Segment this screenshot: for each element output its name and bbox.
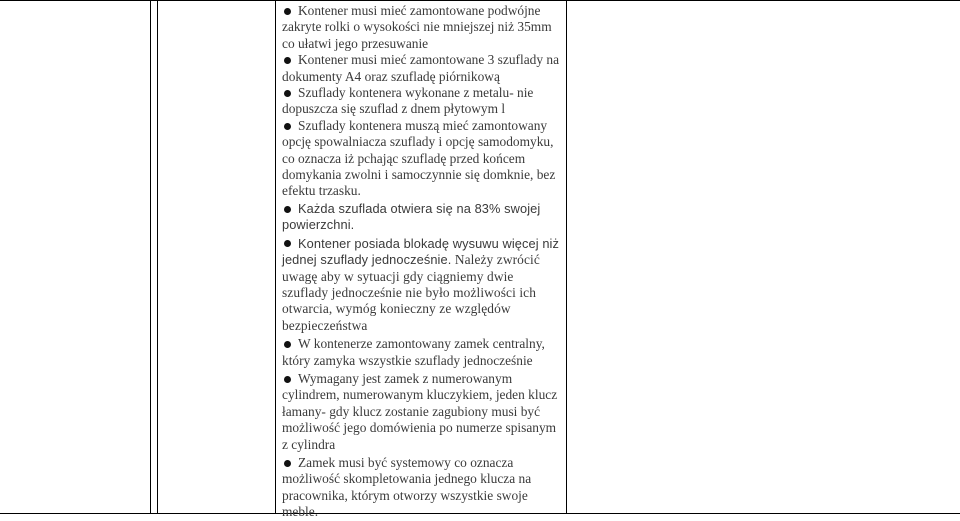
bullet-icon xyxy=(284,8,291,15)
bullet-icon xyxy=(284,90,291,97)
column-divider xyxy=(566,0,567,514)
bullet-icon xyxy=(284,240,291,247)
list-item: Kontener musi mieć zamontowane podwójne zakryte rolki o wysokości nie mniejszej niż 35mm co ułatwi jego przesuwanie xyxy=(282,3,552,51)
column-divider xyxy=(275,0,276,514)
bullet-icon xyxy=(284,341,291,348)
list-item: Kontener musi mieć zamontowane 3 szuflady na dokumenty A4 oraz szufladę piórnikową xyxy=(282,52,560,84)
bullet-icon xyxy=(284,206,291,213)
bullet-icon xyxy=(284,123,291,130)
bullet-icon xyxy=(284,460,291,467)
bullet-icon xyxy=(284,376,291,383)
requirements-cell xyxy=(282,3,562,521)
bullet-icon xyxy=(284,57,291,64)
column-divider xyxy=(157,0,158,514)
list-item: Szuflady kontenera wykonane z metalu- nie dopuszcza się szuflad z dnem płytowym l xyxy=(282,85,534,117)
row-divider xyxy=(0,0,960,1)
list-item: Wymagany jest zamek z numerowanym cylindrem, numerowanym kluczykiem, jeden klucz łamany- gdy klucz zostanie zagubiony musi być możliwość jego domówienia po numerze spisanym z cylindra xyxy=(282,370,558,452)
list-item: W kontenerze zamontowany zamek centralny, który zamyka wszystkie szuflady jednocześnie xyxy=(282,336,545,368)
list-item: Kontener posiada blokadę wysuwu więcej niż jednej szuflady jednocześnie. Należy zwrócić uwagę aby w sytuacji gdy ciągniemy dwie szuflady jednocześnie nie było możliwości ich otwarcia, wymóg konieczny ze względów bezpieczeństwa xyxy=(282,235,559,333)
column-divider xyxy=(150,0,151,514)
list-item: Każda szuflada otwiera się na 83% swojej powierzchni. xyxy=(282,200,541,233)
list-item: Zamek musi być systemowy co oznacza możliwość skompletowania jednego klucza na pracownika, którym otworzy wszystkie swoje meble. xyxy=(282,454,532,520)
list-item: Szuflady kontenera muszą mieć zamontowany opcję spowalniacza szuflady i opcję samodomyku, co oznacza iż pchając szufladę przed końcem domykania zwolni i samoczynnie się domknie, bez efektu trzasku. xyxy=(282,117,556,199)
